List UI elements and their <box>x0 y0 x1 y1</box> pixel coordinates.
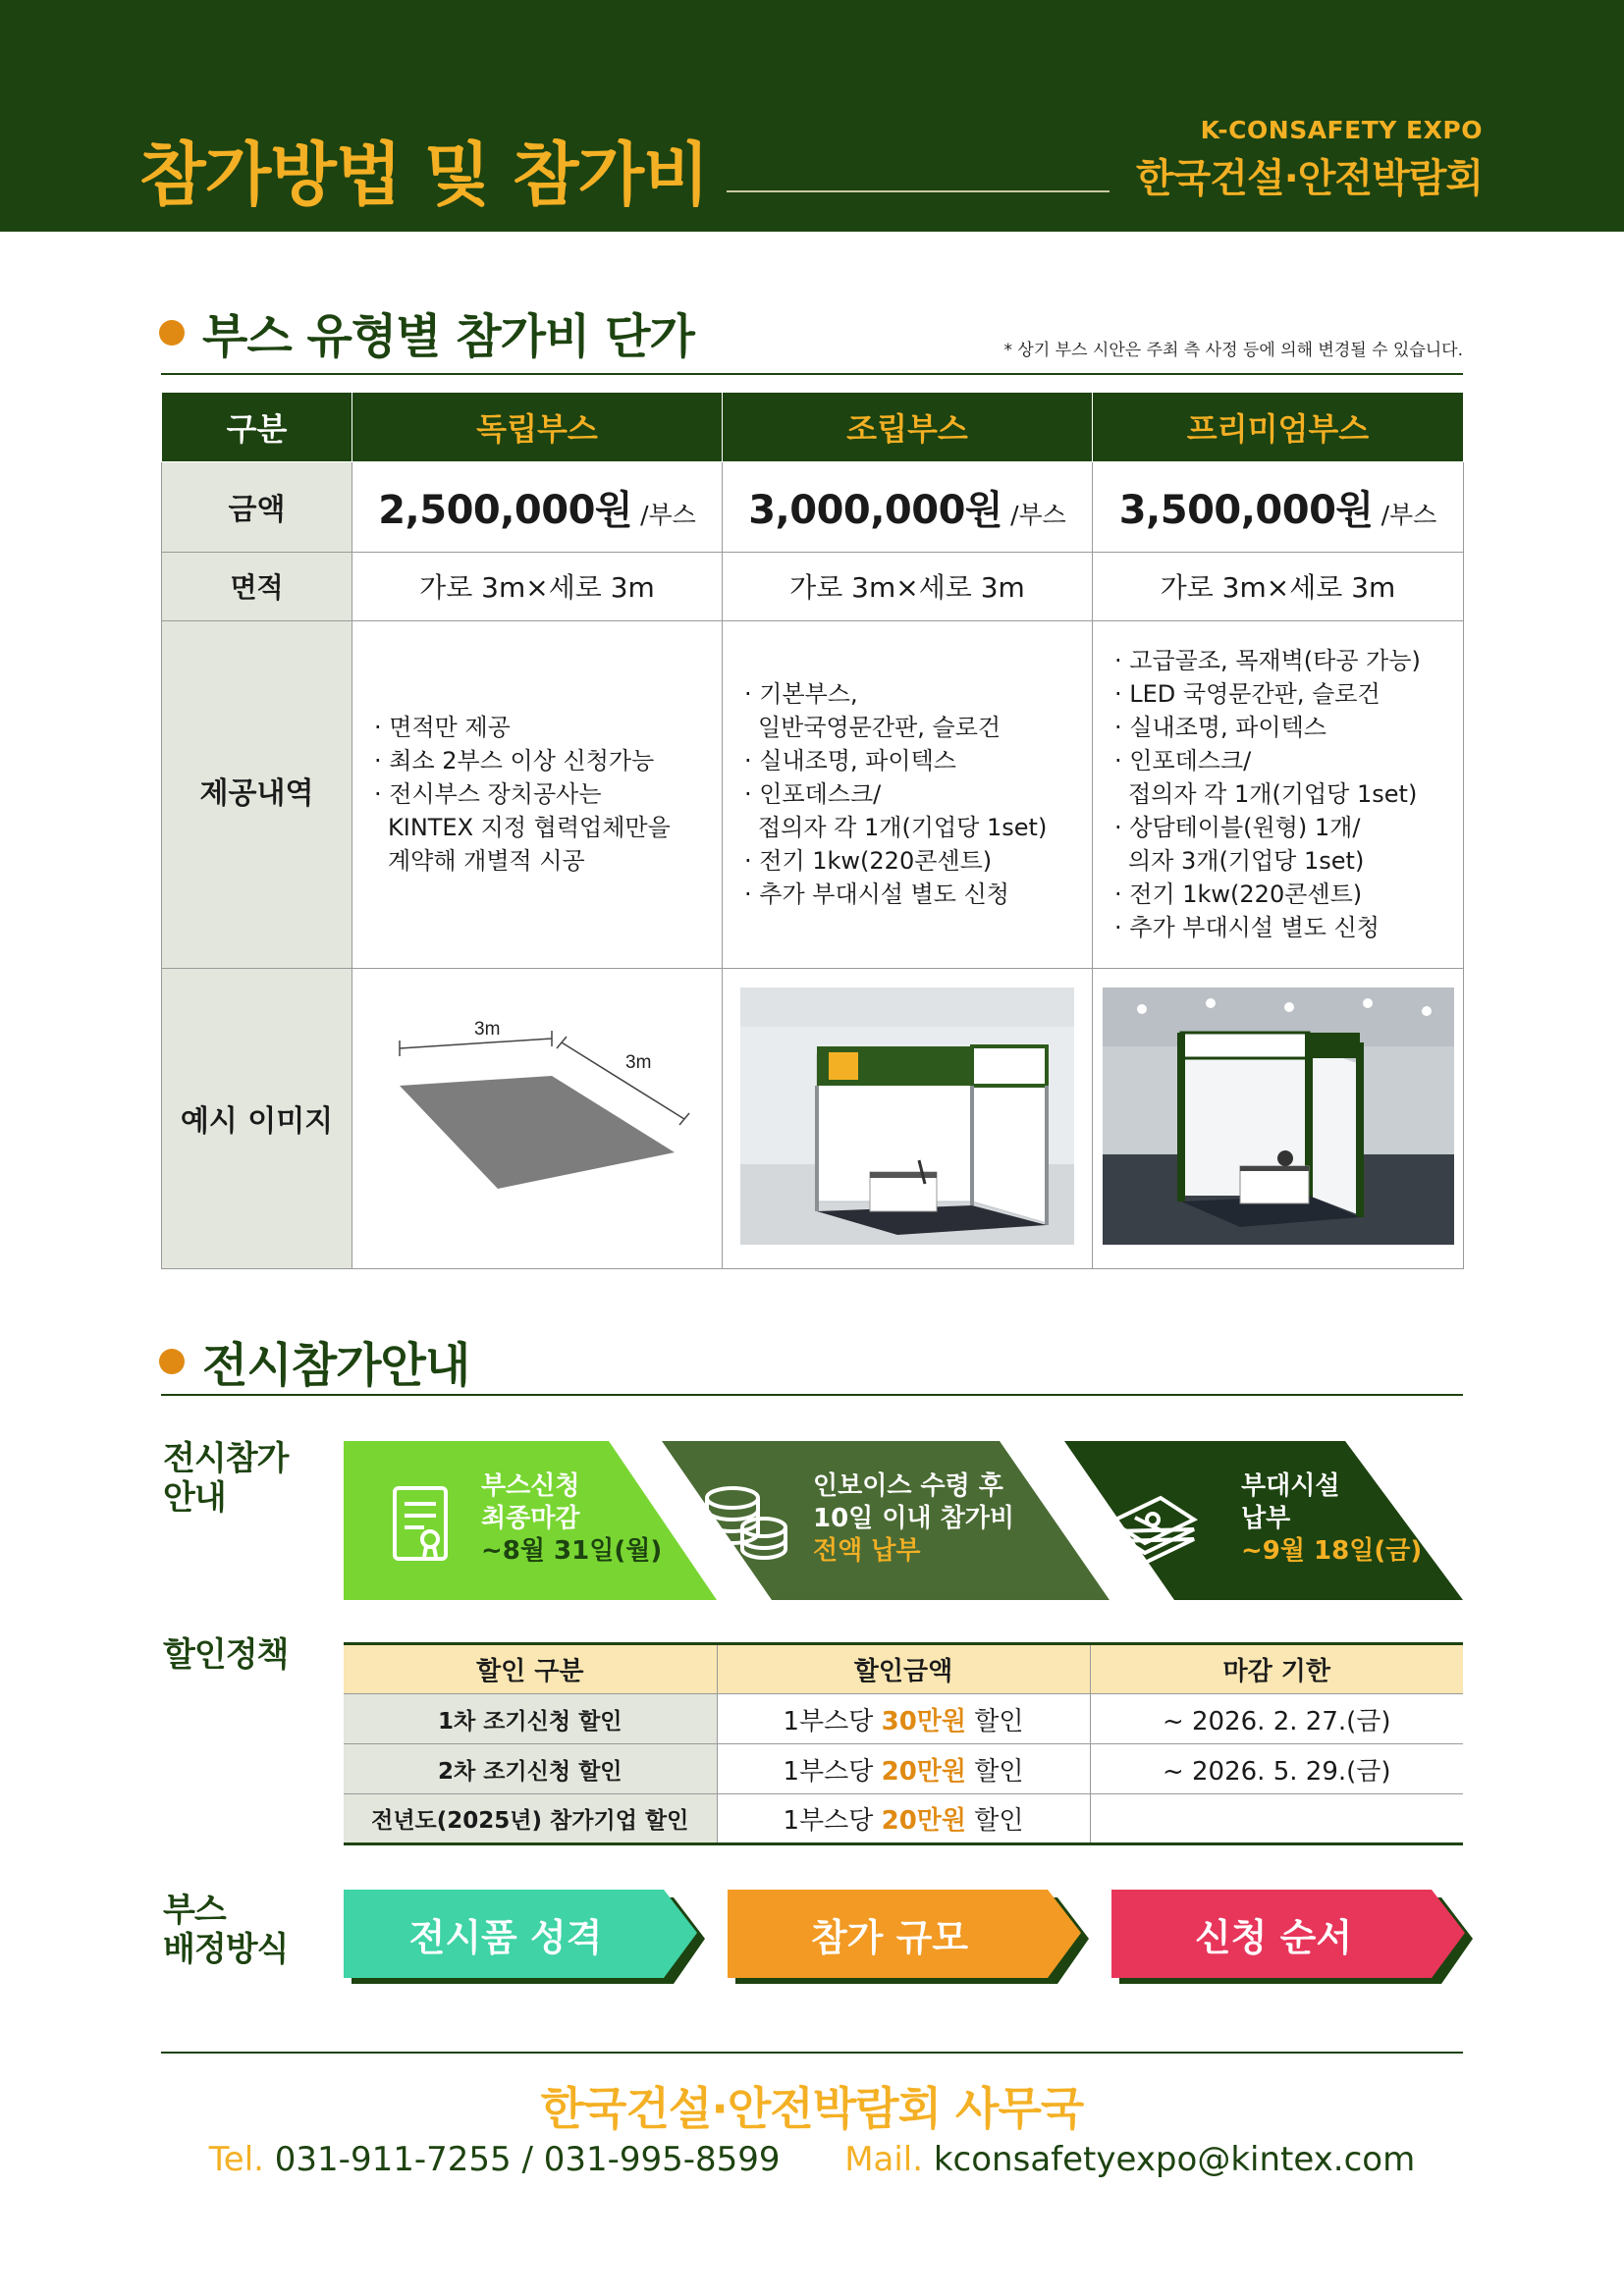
provide-item: 의자 3개(기업당 1set) <box>1128 847 1365 875</box>
provide-assembled <box>723 620 1093 968</box>
premium-booth-image <box>1102 988 1455 1249</box>
step-line: 납부 <box>1241 1504 1291 1533</box>
fee-note: * 상기 부스 시안은 주최 측 사정 등에 의해 변경될 수 있습니다. <box>1003 341 1463 360</box>
discount-row <box>344 1744 1463 1794</box>
amount-prefix: 1부스당 <box>783 1756 882 1787</box>
footer-rule <box>161 2052 1463 2054</box>
guide-section-title-text: 전시참가안내 <box>202 1338 470 1393</box>
discount-header-deadline: 마감 기한 <box>1090 1644 1463 1694</box>
discount-amount <box>717 1694 1090 1744</box>
provide-item: · 최소 2부스 이상 신청가능 <box>374 747 655 774</box>
amount-suffix: 할인 <box>966 1706 1024 1736</box>
expo-name-en: K-CONSAFETY EXPO <box>1200 116 1483 144</box>
step-highlight: 전액 납부 <box>813 1536 921 1566</box>
discount-row <box>344 1794 1463 1844</box>
mail-address[interactable]: kconsafetyexpo@kintex.com <box>923 2140 1416 2179</box>
col-header-independent: 독립부스 <box>352 393 723 461</box>
discount-table-header <box>344 1644 1463 1694</box>
discount-deadline: ~ 2026. 2. 27.(금) <box>1090 1694 1463 1744</box>
amount-suffix: 할인 <box>966 1806 1024 1836</box>
provide-item: · 전기 1kw(220콘센트) <box>744 847 993 875</box>
fee-table-header <box>162 393 1464 461</box>
amount-value: 20만원 <box>881 1806 967 1836</box>
allocation-criterion-nature <box>344 1890 707 1984</box>
provide-item: · 면적만 제공 <box>374 714 511 741</box>
discount-header-amount: 할인금액 <box>717 1644 1090 1694</box>
allocation-text: 신청 순서 <box>1194 1915 1353 1959</box>
provide-item: · 실내조명, 파이텍스 <box>744 747 956 774</box>
discount-amount <box>717 1794 1090 1844</box>
page-header <box>0 0 1624 232</box>
area-premium: 가로 3m×세로 3m <box>1093 552 1464 620</box>
provide-item: · 인포데스크/ <box>744 780 882 808</box>
provide-item: 접의자 각 1개(기업당 1set) <box>1128 780 1418 808</box>
guide-section-title <box>159 1327 469 1395</box>
dimension-label-width: 3m <box>474 1019 501 1040</box>
fee-section-rule <box>161 373 1463 375</box>
step-highlight: ~8월 31일(월) <box>481 1536 663 1566</box>
discount-header-type: 할인 구분 <box>344 1644 717 1694</box>
col-header-category: 구분 <box>162 393 352 461</box>
price-unit: /부스 <box>1010 500 1066 529</box>
step-facility <box>1241 1470 1422 1568</box>
step-highlight: ~9월 18일(금) <box>1241 1536 1423 1566</box>
provide-item: · 전시부스 장치공사는 <box>374 780 602 808</box>
provide-item: · 추가 부대시설 별도 신청 <box>1114 914 1380 941</box>
guide-label-line: 안내 <box>163 1478 226 1518</box>
provide-item: · LED 국영문간판, 슬로건 <box>1114 680 1380 708</box>
provide-item: · 추가 부대시설 별도 신청 <box>744 881 1009 908</box>
provide-item: · 인포데스크/ <box>1114 747 1252 774</box>
booth-fee-table <box>161 393 1464 1269</box>
price-unit: /부스 <box>640 500 696 529</box>
provide-row <box>162 620 1464 968</box>
amount-suffix: 할인 <box>966 1756 1024 1787</box>
provide-item: · 상담테이블(원형) 1개/ <box>1114 814 1361 841</box>
dimension-label-depth: 3m <box>625 1052 652 1073</box>
area-row <box>162 552 1464 620</box>
provide-item: · 실내조명, 파이텍스 <box>1114 714 1326 741</box>
step-line: 부대시설 <box>1241 1471 1340 1501</box>
discount-deadline: ~ 2026. 5. 29.(금) <box>1090 1744 1463 1794</box>
expo-name-ko: 한국건설·안전박람회 <box>1136 156 1483 201</box>
allocation-text: 전시품 성격 <box>408 1915 603 1959</box>
image-premium <box>1093 968 1464 1268</box>
bullet-dot <box>159 320 185 346</box>
col-header-assembled: 조립부스 <box>723 393 1093 461</box>
step-payment <box>813 1470 1014 1568</box>
guide-label-line: 전시참가 <box>163 1439 289 1478</box>
provide-independent <box>352 620 723 968</box>
price-independent <box>352 461 723 552</box>
row-label-provide: 제공내역 <box>162 620 352 968</box>
discount-table <box>344 1642 1463 1845</box>
area-independent: 가로 3m×세로 3m <box>352 552 723 620</box>
floor-area-diagram <box>360 988 714 1249</box>
provide-item: KINTEX 지정 협력업체만을 <box>388 814 671 841</box>
provide-item: · 전기 1kw(220콘센트) <box>1114 881 1363 908</box>
price-row <box>162 461 1464 552</box>
footer-title: 한국건설·안전박람회 사무국 <box>540 2082 1084 2135</box>
row-label-price: 금액 <box>162 461 352 552</box>
allocation-criterion-scale <box>728 1890 1091 1984</box>
row-label-image: 예시 이미지 <box>162 968 352 1268</box>
guide-label <box>163 1439 288 1518</box>
mail-label: Mail. <box>844 2140 924 2179</box>
assembled-booth-image <box>731 988 1084 1249</box>
allocation-label <box>163 1891 288 1969</box>
discount-type: 2차 조기신청 할인 <box>344 1744 717 1794</box>
payment-steps <box>344 1441 1463 1600</box>
image-row <box>162 968 1464 1268</box>
step-line: 인보이스 수령 후 <box>813 1471 1003 1501</box>
step-line: 최종마감 <box>481 1504 580 1533</box>
price-value: 2,500,000원 <box>378 487 633 533</box>
allocation-label-line: 배정방식 <box>163 1930 289 1969</box>
image-assembled <box>723 968 1093 1268</box>
amount-prefix: 1부스당 <box>783 1706 882 1736</box>
discount-type: 1차 조기신청 할인 <box>344 1694 717 1744</box>
guide-section-rule <box>161 1394 1463 1396</box>
header-divider <box>727 190 1110 192</box>
step-line: 부스신청 <box>481 1471 580 1501</box>
page-title: 참가방법 및 참가비 <box>139 134 709 215</box>
amount-value: 30만원 <box>881 1706 967 1736</box>
footer-contact <box>0 2140 1624 2179</box>
price-assembled <box>723 461 1093 552</box>
area-assembled: 가로 3m×세로 3m <box>723 552 1093 620</box>
provide-item: · 고급골조, 목재벽(타공 가능) <box>1114 647 1421 674</box>
price-unit: /부스 <box>1380 500 1437 529</box>
step-line: 10일 이내 참가비 <box>813 1504 1014 1533</box>
tel-number[interactable]: 031-911-7255 / 031-995-8599 <box>263 2140 781 2179</box>
price-value: 3,000,000원 <box>748 487 1003 533</box>
discount-label: 할인정책 <box>163 1635 289 1675</box>
amount-prefix: 1부스당 <box>783 1806 882 1836</box>
allocation-text: 참가 규모 <box>810 1915 969 1959</box>
tel-label: Tel. <box>208 2140 264 2179</box>
discount-type: 전년도(2025년) 참가기업 할인 <box>344 1794 717 1844</box>
amount-value: 20만원 <box>881 1756 967 1787</box>
fee-section-title <box>159 298 694 366</box>
allocation-label-line: 부스 <box>163 1891 226 1930</box>
price-premium <box>1093 461 1464 552</box>
provide-item: 일반국영문간판, 슬로건 <box>758 714 1001 741</box>
provide-item: 접의자 각 1개(기업당 1set) <box>758 814 1048 841</box>
price-value: 3,500,000원 <box>1118 487 1374 533</box>
step-deadline <box>481 1470 662 1568</box>
provide-item: 계약해 개별적 시공 <box>388 847 585 875</box>
discount-amount <box>717 1744 1090 1794</box>
fee-section-title-text: 부스 유형별 참가비 단가 <box>202 309 694 364</box>
row-label-area: 면적 <box>162 552 352 620</box>
discount-row <box>344 1694 1463 1744</box>
provide-item: · 기본부스, <box>744 680 858 708</box>
discount-deadline <box>1090 1794 1463 1844</box>
col-header-premium: 프리미엄부스 <box>1093 393 1464 461</box>
image-independent <box>352 968 723 1268</box>
bullet-dot <box>159 1349 185 1374</box>
allocation-criterion-order <box>1111 1890 1475 1984</box>
provide-premium <box>1093 620 1464 968</box>
